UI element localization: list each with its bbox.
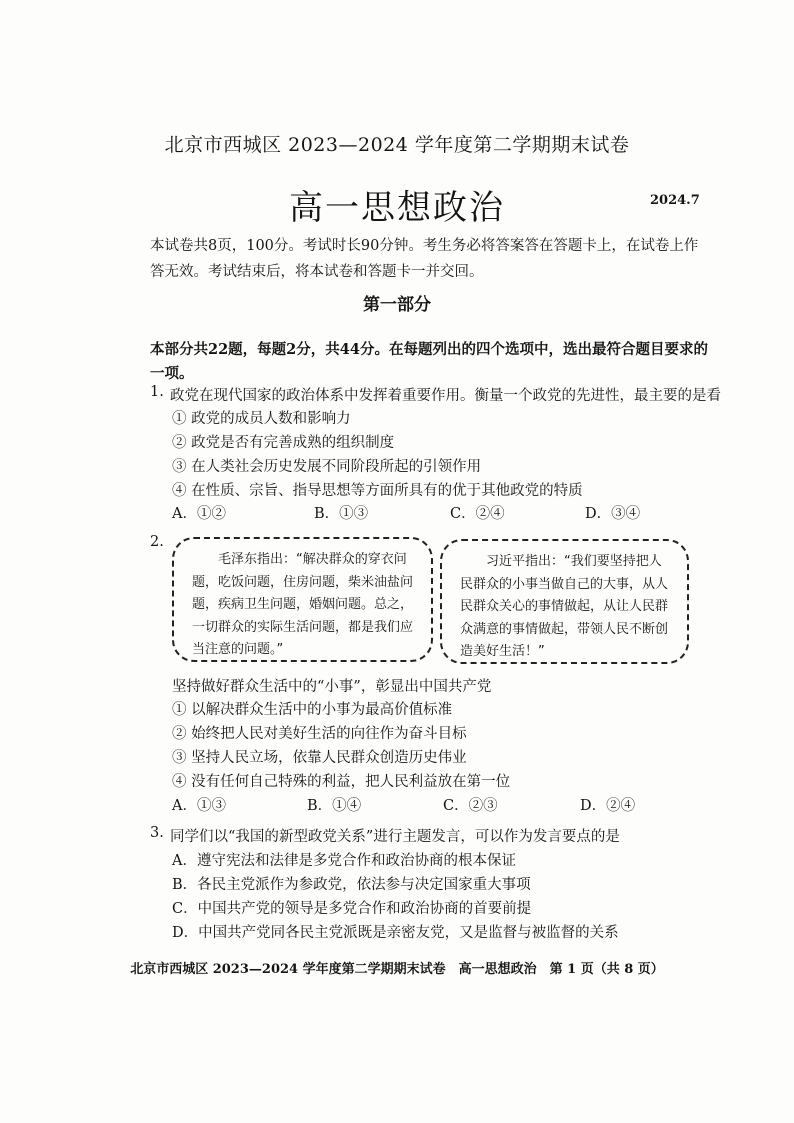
answer-choice: B．各民主党派作为参政党，依法参与决定国家重大事项 — [172, 877, 531, 893]
statement-item: ④ 在性质、宗旨、指导思想等方面所具有的优于其他政党的特质 — [172, 483, 583, 499]
part-note: 本部分共22题，每题2分，共44分。在每题列出的四个选项中，选出最符合题目要求的一项。 — [150, 341, 708, 382]
statement-item: ① 政党的成员人数和影响力 — [172, 411, 351, 427]
question-number: 1. — [150, 384, 164, 400]
quote-text: 习近平指出：“我们要坚持把人民群众的小事当做自己的大事，从人民群众关心的事情做起，从让人民群众满意的事情做起，带领人民不断创造美好生活！” — [460, 554, 669, 659]
statement-item: ④ 没有任何自己特殊的利益，把人民利益放在第一位 — [172, 774, 511, 790]
question-stem: 坚持做好群众生活中的“小事”，彰显出中国共产党 — [172, 679, 492, 695]
answer-choice: D．②④ — [580, 798, 636, 814]
answer-choice: B．①④ — [307, 798, 362, 814]
answer-choice: C．②③ — [443, 798, 498, 814]
answer-choice: B．①③ — [314, 506, 369, 522]
exam-instructions: 本试卷共8页，100分。考试时长90分钟。考生务必将答案答在答题卡上，在试卷上作答无效。考试结束后，将本试卷和答题卡一并交回。 — [150, 238, 699, 280]
exam-title: 北京市西城区 2023—2024 学年度第二学期期末试卷 — [164, 134, 630, 156]
answer-choice: D．中国共产党同各民主党派既是亲密友党，又是监督与被监督的关系 — [172, 925, 619, 941]
question-stem: 同学们以“我国的新型政党关系”进行主题发言，可以作为发言要点的是 — [170, 829, 620, 845]
quote-box-left — [172, 537, 433, 662]
statement-item: ① 以解决群众生活中的小事为最高价值标准 — [172, 702, 453, 718]
statement-item: ③ 在人类社会历史发展不同阶段所起的引领作用 — [172, 459, 482, 475]
statement-item: ② 政党是否有完善成熟的组织制度 — [172, 435, 395, 451]
answer-choice: A．①③ — [172, 798, 226, 814]
question-number: 2. — [150, 534, 164, 550]
page-footer: 北京市西城区 2023—2024 学年度第二学期期末试卷 高一思想政治 第 1 页（共 8 页） — [130, 962, 664, 977]
answer-choice: C．中国共产党的领导是多党合作和政治协商的首要前提 — [172, 901, 532, 917]
exam-date: 2024.7 — [650, 193, 700, 208]
answer-choice: A．遵守宪法和法律是多党合作和政治协商的根本保证 — [172, 853, 516, 869]
quote-text: 毛泽东指出：“解决群众的穿衣问题，吃饭问题，住房问题，柴米油盐问题，疾病卫生问题，婚姻问题。总之，一切群众的实际生活问题，都是我们应当注意的问题。” — [192, 552, 414, 657]
question-stem: 政党在现代国家的政治体系中发挥着重要作用。衡量一个政党的先进性，最主要的是看 — [170, 388, 721, 404]
part-title: 第一部分 — [363, 295, 431, 315]
answer-choice: C．②④ — [450, 506, 505, 522]
statement-item: ② 始终把人民对美好生活的向往作为奋斗目标 — [172, 726, 467, 742]
answer-choice: A．①② — [172, 506, 226, 522]
question-number: 3. — [150, 825, 164, 841]
quote-box-right — [440, 539, 689, 664]
answer-choice: D．③④ — [585, 506, 641, 522]
statement-item: ③ 坚持人民立场，依靠人民群众创造历史伟业 — [172, 750, 467, 766]
subject-title: 高一思想政治 — [289, 188, 505, 228]
